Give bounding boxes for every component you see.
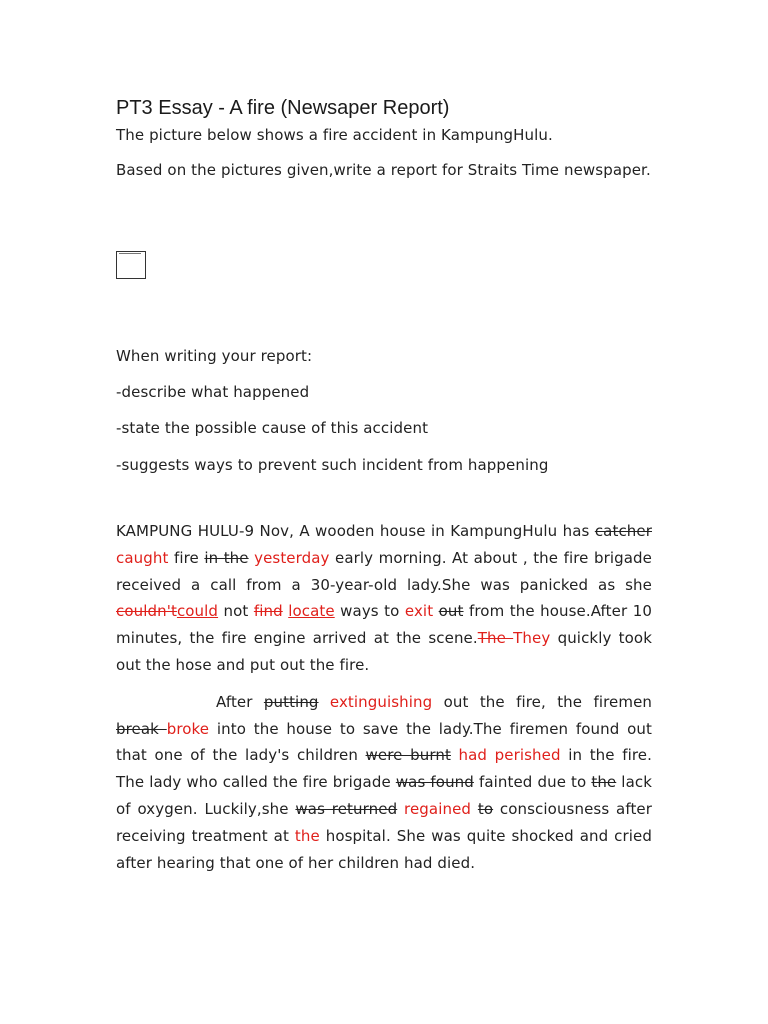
essay-text: out the fire, the firemen xyxy=(432,692,653,711)
struck-word: break xyxy=(116,719,167,738)
struck-word: catcher xyxy=(594,522,652,540)
correction-word: caught xyxy=(116,548,169,567)
instructions-heading: When writing your report: xyxy=(116,347,313,365)
essay-text: hospital. She was quite shocked and cried after hearing that one of her children had died. xyxy=(116,826,652,872)
struck-word: find xyxy=(253,602,283,621)
correction-word: regained xyxy=(397,799,472,818)
essay-text: fire xyxy=(168,548,205,567)
essay-body xyxy=(116,518,652,876)
picture-placeholder xyxy=(116,251,146,279)
essay-text: consciousness after receiving treatment at xyxy=(116,799,653,845)
correction-word: broke xyxy=(166,719,210,738)
correction-word: could xyxy=(176,602,219,621)
picture-thumbnail-line xyxy=(119,253,141,256)
essay-paragraph-2 xyxy=(116,689,652,877)
correction-word: They xyxy=(513,629,551,648)
struck-word: out xyxy=(438,602,464,621)
essay-text: quickly took out the hose and put out the fire. xyxy=(116,629,652,674)
intro-line-2: Based on the pictures given,write a report for Straits Time newspaper. xyxy=(116,161,651,179)
correction-word: the xyxy=(294,826,320,845)
essay-paragraph-1 xyxy=(116,518,652,679)
essay-text: into the house to save the lady.The firemen found out that one of the lady's children xyxy=(116,719,652,765)
struck-word: was returned xyxy=(295,799,398,818)
essay-text: KAMPUNG HULU-9 Nov, A wooden house in KampungHulu has xyxy=(116,522,595,540)
page-title: PT3 Essay - A fire (Newsaper Report) xyxy=(116,97,450,119)
struck-word: The xyxy=(477,629,514,648)
correction-word: yesterday xyxy=(248,548,330,567)
struck-word: was found xyxy=(395,773,474,792)
struck-word: in the xyxy=(204,548,249,567)
instruction-item-3: -suggests ways to prevent such incident from happening xyxy=(116,456,549,474)
essay-text: not xyxy=(218,602,254,621)
essay-text: fainted due to xyxy=(473,773,592,792)
instruction-item-2: -state the possible cause of this accident xyxy=(116,419,429,437)
intro-line-1: The picture below shows a fire accident in KampungHulu. xyxy=(116,126,553,144)
struck-word: putting xyxy=(263,692,319,711)
struck-word: to xyxy=(477,799,494,818)
struck-word: the xyxy=(591,773,617,792)
essay-text xyxy=(471,800,478,818)
correction-word: had perished xyxy=(450,746,561,765)
essay-text: from the house.After 10 minutes, the fire engine arrived at the scene. xyxy=(116,602,652,648)
struck-word: couldn't xyxy=(116,602,177,621)
essay-text: lack of oxygen. Luckily,she xyxy=(116,773,652,818)
correction-word: exit xyxy=(404,602,434,621)
essay-text: ways to xyxy=(334,602,405,621)
instruction-item-1: -describe what happened xyxy=(116,383,310,401)
essay-text: early morning. At about , the fire brigade received a call from a 30-year-old lady.She was panicked as she xyxy=(116,548,653,594)
essay-text: in the fire. The lady who called the fire brigade xyxy=(116,746,653,792)
correction-word: extinguishing xyxy=(318,692,433,711)
essay-text: After xyxy=(216,692,264,711)
correction-word: locate xyxy=(288,602,335,621)
struck-word: were burnt xyxy=(365,746,451,765)
